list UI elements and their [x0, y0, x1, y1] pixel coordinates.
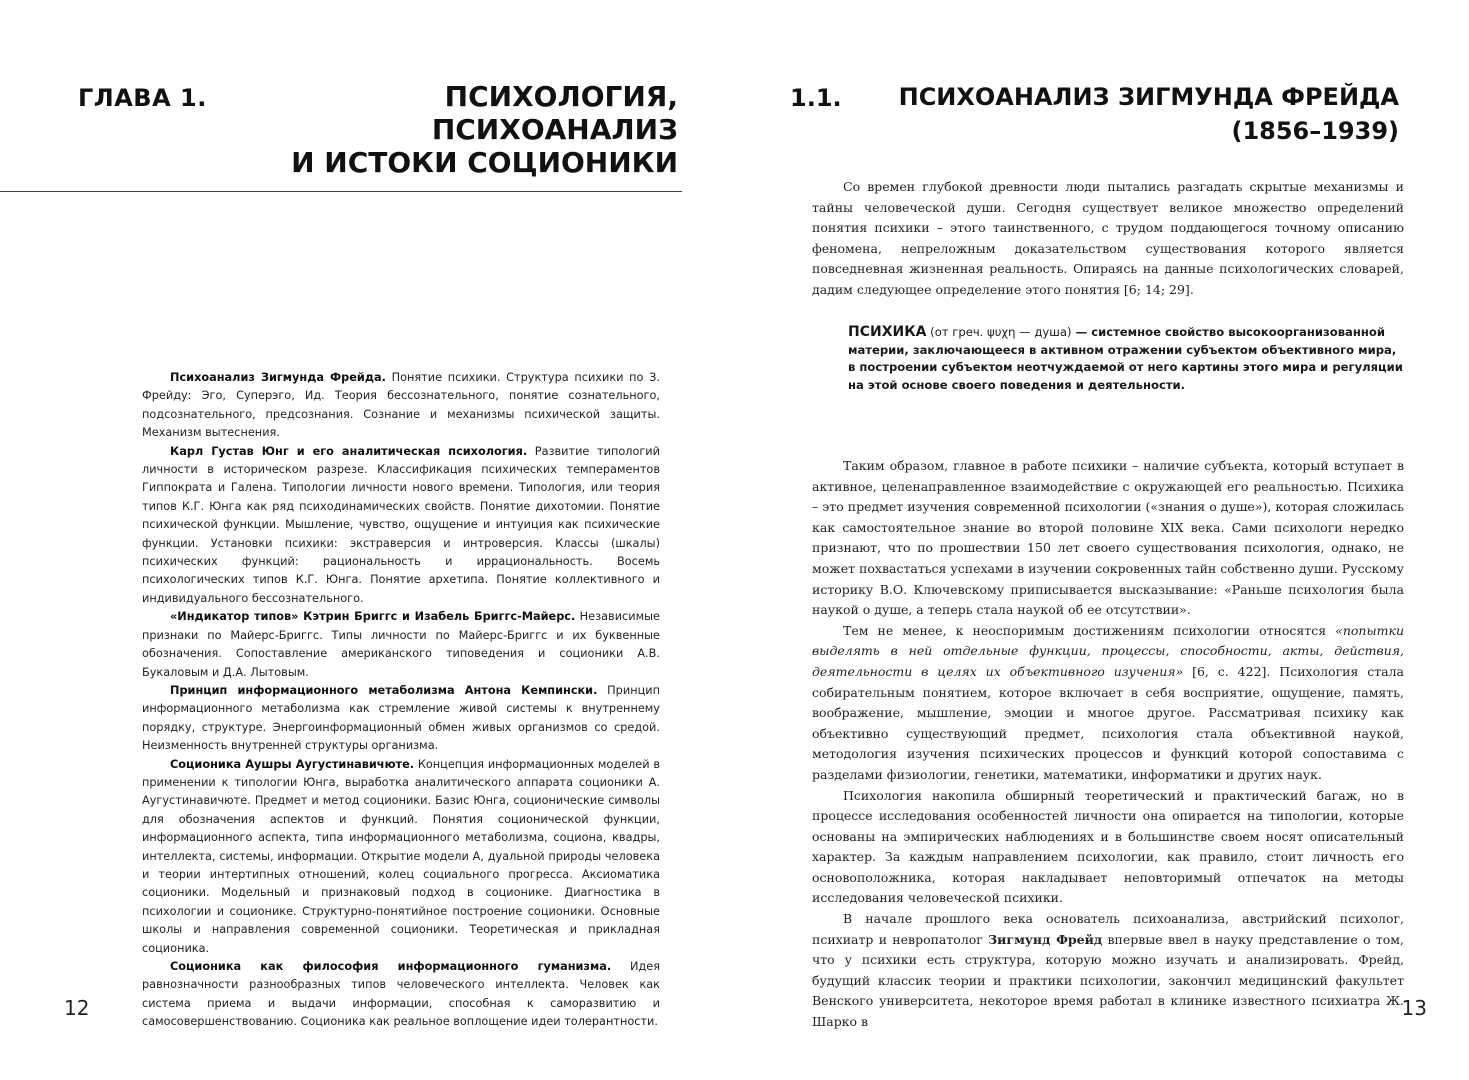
chapter-contents [142, 369, 660, 1032]
contents-item-text: Принцип информационного метаболизма как стремление живой системы к внутреннему порядку, структуре. Энергоинформационный обмен живых организмов со средой. Неизменность внутренней структуры организма. [142, 683, 660, 753]
chapter-divider [0, 191, 682, 192]
contents-item-head: «Индикатор типов» Кэтрин Бриггс и Изабель Бриггс-Майерс. [170, 610, 576, 624]
chapter-title-line: ПСИХОАНАЛИЗ [431, 113, 678, 146]
intro-text [812, 177, 1404, 301]
section-number: 1.1. [790, 84, 842, 112]
chapter-label: ГЛАВА 1. [78, 84, 207, 112]
left-page [0, 0, 734, 1080]
right-page [734, 0, 1469, 1080]
body-paragraph: Психология накопила обширный теоретический и практический багаж, но в процессе исследования особенностей личности она опирается на типологии, которые основаны на эмпирических наблюдениях и в большинстве своем носят описательный характер. За каждым направлением психологии, как правило, стоит личность его основоположника, которая накладывает неповторимый отпечаток на методы исследования человеческой психики. [812, 787, 1404, 906]
contents-item-head: Карл Густав Юнг и его аналитическая психология. [170, 444, 528, 458]
page-number: 12 [64, 996, 90, 1020]
chapter-title-line: И ИСТОКИ СОЦИОНИКИ [291, 146, 678, 179]
definition-box [848, 324, 1404, 394]
main-text [812, 456, 1404, 1033]
contents-item-text: Независимые признаки по Майерс-Бриггс. Типы личности по Майерс-Бриггс и их буквенные обозначения. Сопоставление американского типоведения и соционики А.В. Букаловым и Д.А. Лытовым. [142, 610, 660, 679]
contents-item [142, 608, 660, 682]
contents-item-head: Соционика Аушры Аугустинавичюте. [170, 757, 415, 771]
contents-item-text: Концепция информационных моделей в применении к типологии Юнга, выработка аналитического аппарата соционики А. Аугустинавичюте. Предмет и метод соционики. Базис Юнга, соционические символы для обозначения аспектов и функций. Понятия соционической функции, информационного аспекта, типа информационного метаболизма, социона, квадры, интеллекта, системы, информации. Открытие модели А, дуальной природы человека и теории интертипных отношений, колец социального прогресса. Аксиоматика соционики. Модельный и признаковый подход в соционике. Диагностика в психологии и соционике. Структурно-понятийное построение соционики. Основные школы и направления современной соционики. Теоретическая и прикладная соционика. [142, 757, 660, 955]
paragraph-text: В начале прошлого века основатель психоанализа, австрийский психолог, психиатр и невропатолог [812, 911, 1404, 947]
body-paragraph [812, 621, 1404, 786]
definition-text: — системное свойство высокоорганизованной материи, заключающееся в активном отражении субъектом объективного мира, в построении субъектом неотчуждаемой от него картины этого мира и регуляции на этой основе своего поведения и деятельности. [848, 325, 1403, 392]
contents-item [142, 756, 660, 958]
person-name: Зигмунд Фрейд [988, 931, 1103, 947]
page-number: 13 [1401, 996, 1427, 1020]
chapter-title-line: ПСИХОЛОГИЯ, [444, 80, 678, 113]
contents-item-head: Психоанализ Зигмунда Фрейда. [170, 371, 386, 384]
contents-item [142, 369, 660, 443]
section-title [879, 80, 1399, 148]
contents-item-text: Понятие психики. Структура психики по З. Фрейду: Эго, Суперэго, Ид. Теория бессознательного, понятие сознательного, подсознательного, предсознания. Сознание и механизмы психической защиты. Механизм вытеснения. [142, 371, 660, 440]
section-title-line: ПСИХОАНАЛИЗ ЗИГМУНДА ФРЕЙДА [898, 83, 1399, 111]
citation-quote: «попытки выделять в ней отдельные функции, процессы, способности, акты, действия, деятельности в целях их объективного изучения» [812, 622, 1404, 679]
chapter-title [278, 80, 678, 179]
paragraph-text: Тем не менее, к неоспоримым достижениям психологии относятся [843, 622, 1336, 638]
contents-item [142, 958, 660, 1032]
contents-item [142, 443, 660, 609]
intro-paragraph: Со времен глубокой древности люди пытались разгадать скрытые механизмы и тайны человеческой души. Сегодня существует великое множество определений понятия психики – этого таинственного, с трудом поддающегося точному описанию феномена, непреложным доказательством существования которого является повседневная жизненная реальность. Опираясь на данные психологических словарей, дадим следующее определение этого понятия [6; 14; 29]. [812, 179, 1404, 297]
contents-item-text: Развитие типологий личности в историческом разрезе. Классификация психических темпераментов Гиппократа и Галена. Типологии личности нового времени. Типология, или теория типов К.Г. Юнга как ряд психодинамических свойств. Понятие дихотомии. Понятие психической функции. Мышление, чувство, ощущение и интуиция как психические функции. Установки психики: экстраверсия и интроверсия. Классы (шкалы) психических функций: рациональность и иррациональность. Восемь психологических типов К.Г. Юнга. Понятие архетипа. Понятие коллективного и индивидуального бессознательного. [142, 444, 660, 605]
contents-item [142, 682, 660, 756]
body-paragraph: Таким образом, главное в работе психики – наличие субъекта, который вступает в активное, целенаправленное взаимодействие с окружающей его реальностью. Психика – это предмет изучения современной психологии («знания о душе»), которая сложилась как самостоятельное знание во второй половине XIX века. Сами психологи нередко признают, что по прошествии 150 лет своего существования психология, однако, не может похвастаться успехами в изучении сокровенных тайн собственно души. Русскому историку В.О. Ключевскому приписывается высказывание: «Раньше психология была наукой о душе, а теперь стала наукой об ее отсутствии». [812, 458, 1404, 618]
contents-item-head: Соционика как философия информационного гуманизма. [170, 960, 612, 973]
section-title-line: (1856–1939) [1231, 117, 1399, 145]
contents-item-head: Принцип информационного метаболизма Антона Кемпински. [170, 683, 598, 697]
paragraph-text: впервые ввел в науку представление о том, что у психики есть структура, которую можно изучать и анализировать. Фрейд, будущий классик теории и практики психологии, закончил медицинский факультет Венского университета, некоторое время работал в клинике известного психиатра Ж. Шарко в [812, 931, 1404, 1030]
definition-etymology: (от греч. ψυχη — душа) [926, 325, 1072, 339]
definition-term: ПСИХИКА [848, 324, 927, 340]
paragraph-text: [6, с. 422]. Психология стала собирательным понятием, которое включает в себя восприятие, ощущение, память, воображение, мышление, эмоции и многое другое. Рассматривая психику как объективно существующий предмет, психология стала объективной наукой, методология изучения психических процессов и функций которой сопоставима с разделами физиологии, генетики, математики, информатики и других наук. [812, 663, 1404, 782]
contents-item-text: Идея равнозначности разнообразных типов человеческого интеллекта. Человек как система приема и выдачи информации, способная к саморазвитию и самосовершенствованию. Соционика как реальное воплощение идеи толерантности. [142, 960, 660, 1029]
body-paragraph [812, 909, 1404, 1033]
